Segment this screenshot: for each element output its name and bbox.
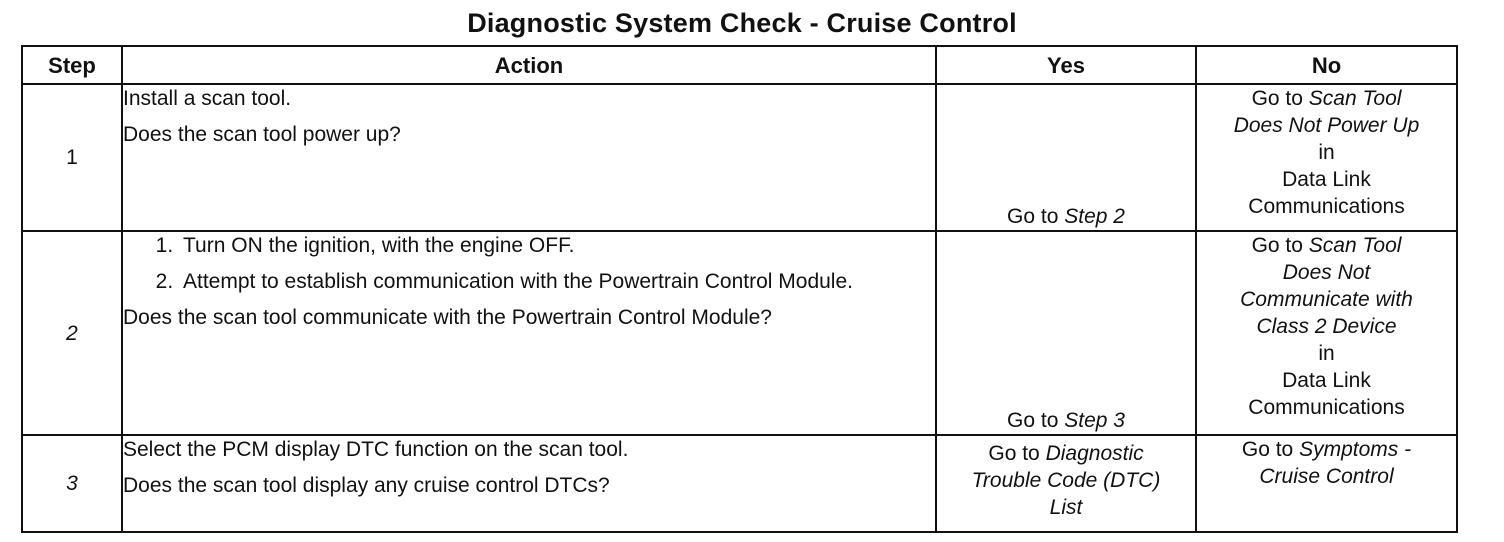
yes-prefix: Go to	[988, 442, 1040, 465]
no-section-name: Communications	[1248, 195, 1405, 218]
yes-cell	[936, 435, 1196, 532]
no-prefix: Go to	[1251, 234, 1303, 257]
no-procedure-link[interactable]: Scan Tool	[1308, 87, 1402, 110]
no-procedure-link[interactable]: Does Not Power Up	[1233, 114, 1420, 137]
column-header-no: No	[1196, 46, 1457, 84]
yes-procedure-link[interactable]: List	[1049, 496, 1083, 519]
action-cell	[122, 84, 936, 231]
no-procedure-link[interactable]: Symptoms -	[1299, 438, 1412, 461]
no-prefix: Go to	[1241, 438, 1294, 461]
yes-prefix: Go to	[1007, 409, 1059, 432]
diagnostic-table	[21, 45, 1458, 533]
table-header-row	[22, 46, 1457, 84]
yes-step-link[interactable]: Step 2	[1064, 205, 1125, 228]
no-prefix: Go to	[1251, 87, 1303, 110]
action-question: Does the scan tool display any cruise control DTCs?	[123, 474, 610, 497]
action-question: Does the scan tool communicate with the Powertrain Control Module?	[123, 306, 772, 329]
no-section-name: Data Link	[1282, 168, 1371, 191]
yes-procedure-link[interactable]: Trouble Code (DTC)	[971, 469, 1161, 492]
no-in-text: in	[1318, 342, 1335, 365]
column-header-action: Action	[122, 46, 936, 84]
column-header-step: Step	[22, 46, 122, 84]
action-step: 1. Turn ON the ignition, with the engine OFF.	[179, 232, 935, 259]
no-procedure-link[interactable]: Does Not	[1282, 261, 1371, 284]
yes-cell	[936, 231, 1196, 435]
column-header-yes: Yes	[936, 46, 1196, 84]
action-cell	[122, 231, 936, 435]
action-cell	[122, 435, 936, 532]
yes-prefix: Go to	[1007, 205, 1059, 228]
document-title: Diagnostic System Check - Cruise Control	[467, 8, 1017, 38]
action-instruction: Install a scan tool.	[123, 87, 292, 110]
table-row	[22, 84, 1457, 231]
action-question: Does the scan tool power up?	[123, 123, 401, 146]
step-number: 2	[22, 231, 122, 435]
action-instruction: Select the PCM display DTC function on the scan tool.	[123, 438, 629, 461]
no-procedure-link[interactable]: Cruise Control	[1259, 465, 1394, 488]
no-section-name: Data Link	[1282, 369, 1371, 392]
step-number: 3	[22, 435, 122, 532]
no-procedure-link[interactable]: Communicate with	[1240, 288, 1413, 311]
yes-procedure-link[interactable]: Diagnostic	[1045, 442, 1144, 465]
no-procedure-link[interactable]: Class 2 Device	[1256, 315, 1397, 338]
no-section-name: Communications	[1248, 396, 1405, 419]
yes-step-link[interactable]: Step 3	[1064, 409, 1125, 432]
no-procedure-link[interactable]: Scan Tool	[1308, 234, 1402, 257]
no-cell	[1196, 231, 1457, 435]
table-row	[22, 435, 1457, 532]
no-cell	[1196, 435, 1457, 532]
action-step-list	[123, 232, 935, 295]
yes-cell	[936, 84, 1196, 231]
step-number: 1	[22, 84, 122, 231]
no-cell	[1196, 84, 1457, 231]
table-row	[22, 231, 1457, 435]
no-in-text: in	[1318, 141, 1335, 164]
action-step: 2. Attempt to establish communication with the Powertrain Control Module.	[179, 268, 935, 295]
